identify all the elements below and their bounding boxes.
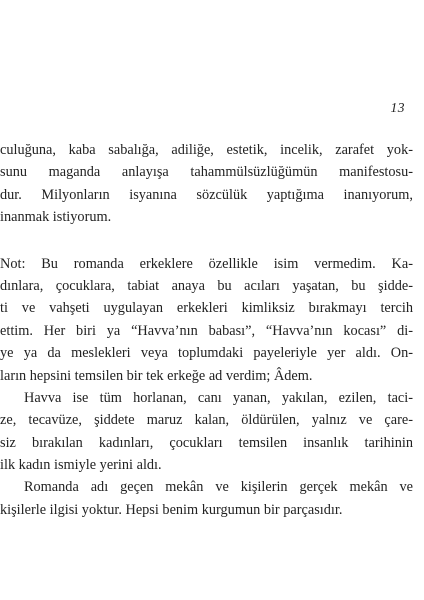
- text-line: inanmak istiyorum.: [0, 209, 112, 226]
- text-line: ların hepsini temsilen bir tek erkeğe ad verdim; Âdem.: [0, 367, 313, 384]
- text-line: kişilerle ilgisi yoktur. Hepsi benim kurgumun bir parçasıdır.: [0, 501, 343, 518]
- text-line: Romanda adı geçen mekân ve kişilerin gerçek mekân ve: [24, 479, 413, 496]
- paragraph-4: [0, 476, 413, 521]
- paragraph-1: [0, 139, 413, 229]
- page-number: 13: [390, 100, 405, 115]
- text-line: ti ve vahşeti uygulayan erkekleri kimliksiz bırakmayı tercih: [0, 300, 413, 317]
- text-line: ilk kadın ismiyle yerini aldı.: [0, 457, 162, 474]
- text-line: dur. Milyonların isyanına sözcülük yaptığıma inanıyorum,: [0, 186, 413, 203]
- text-line: siz bırakılan kadınları, çocukları temsilen insanlık tarihinin: [0, 434, 413, 451]
- text-line: Havva ise tüm horlanan, canı yanan, yakılan, ezilen, taci-: [24, 389, 413, 406]
- text-line: culuğuna, kaba sabalığa, adiliğe, estetik, incelik, zarafet yok-: [0, 142, 413, 158]
- paragraph-gap: [0, 229, 413, 253]
- text-line: ze, tecavüze, şiddete maruz kalan, öldürülen, yalnız ve çare-: [0, 412, 413, 429]
- text-line: dınlara, çocuklara, tabiat anaya bu acıları yaşatan, bu şidde-: [0, 277, 413, 294]
- text-line: sunu maganda anlayışa tahammülsüzlüğümün manifestosu-: [0, 164, 413, 181]
- body-text: [0, 139, 413, 521]
- paragraph-2: [0, 253, 413, 387]
- text-line: Not: Bu romanda erkeklere özellikle isim vermedim. Ka-: [0, 255, 413, 272]
- paragraph-3: [0, 387, 413, 477]
- text-line: ye ya da meslekleri veya toplumdaki payeleriyle yer aldı. On-: [0, 345, 413, 362]
- text-line: ettim. Her biri ya “Havva’nın babası”, “Havva’nın kocası” di-: [0, 322, 413, 339]
